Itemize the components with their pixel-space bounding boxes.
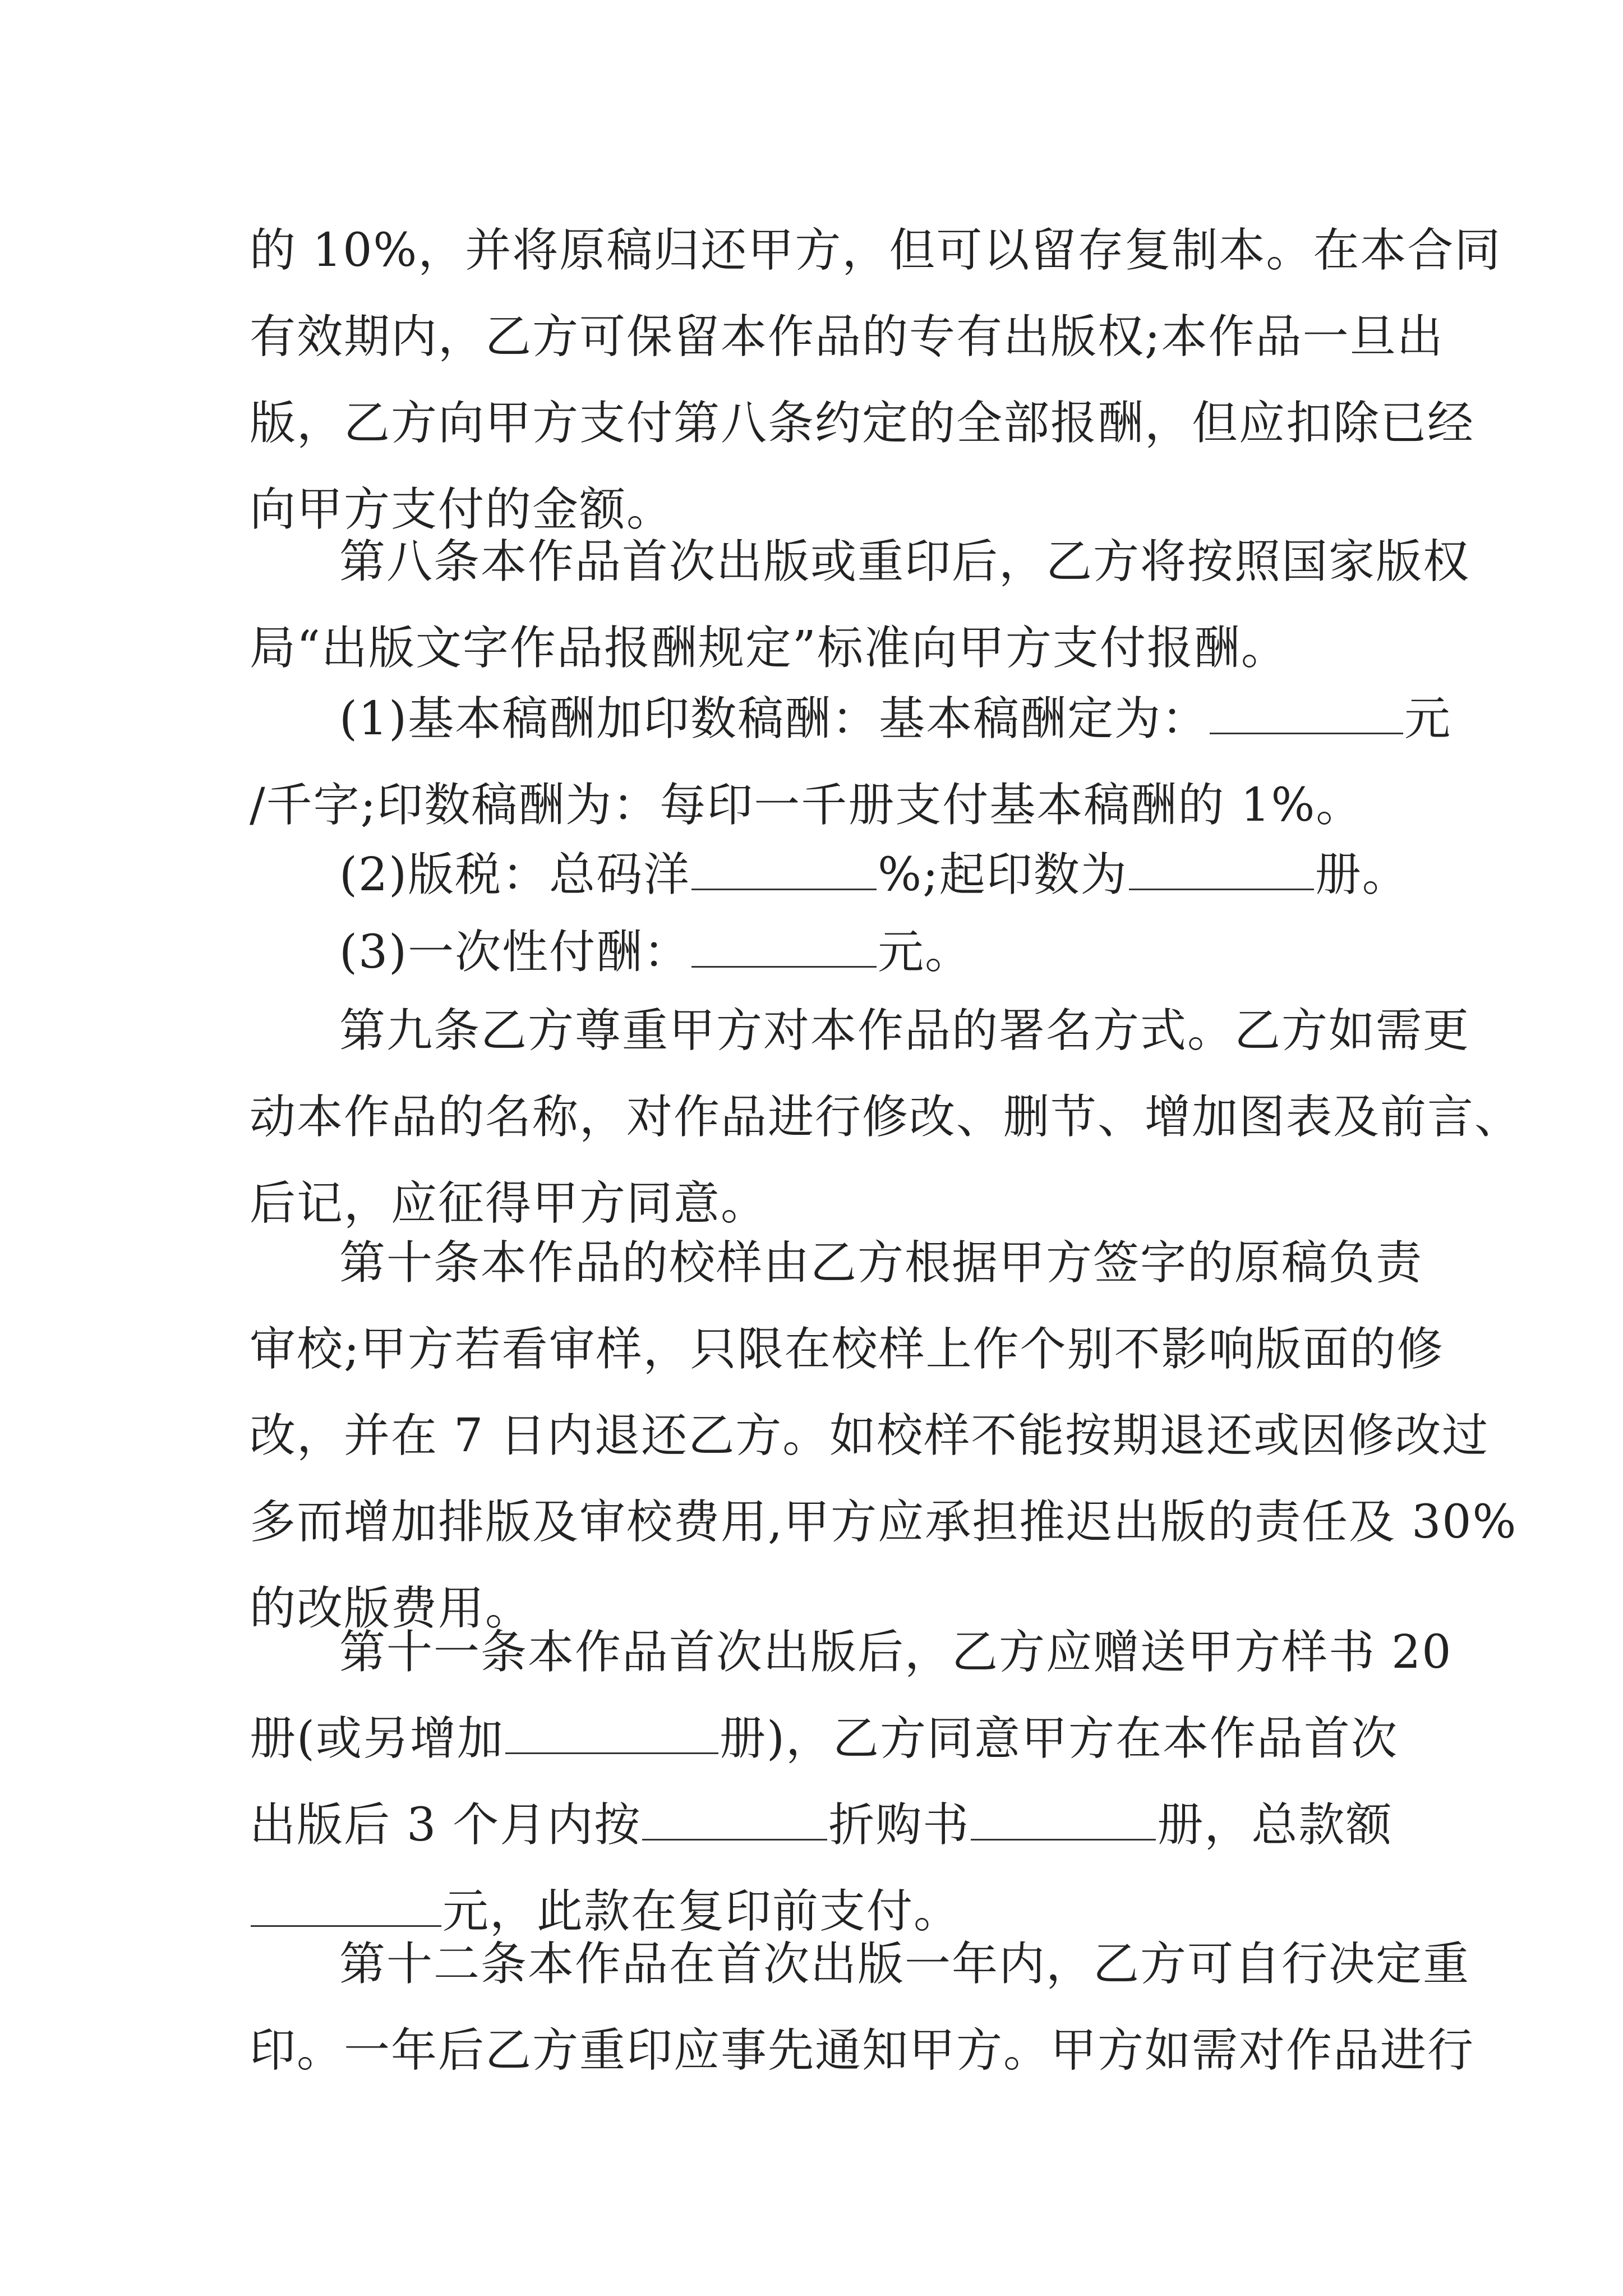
- text-line: /千字;印数稿酬为：每印一千册支付基本稿酬的 1%。: [250, 779, 1363, 832]
- paragraph-article-9: [250, 988, 1522, 1247]
- text-line: 印。一年后乙方重印应事先通知甲方。甲方如需对作品进行: [250, 2024, 1475, 2077]
- total-amount-blank: [251, 1881, 441, 1927]
- article-11-part: 元，此款在复印前支付。: [442, 1885, 961, 1938]
- print-run-blank: [1129, 845, 1314, 890]
- text-line: [250, 676, 1452, 762]
- article-11-part: 册(或另增加: [250, 1712, 504, 1765]
- text-line: 审校;甲方若看审样，只限在校样上作个别不影响版面的修: [250, 1323, 1444, 1376]
- item-2-mid: %;起印数为: [878, 848, 1128, 901]
- paragraph-item-1-basic-royalty: [250, 676, 1452, 849]
- total-price-blank: [691, 845, 877, 890]
- paragraph-article-8: [250, 519, 1470, 692]
- paragraph-article-12: [250, 1921, 1475, 2094]
- text-line: [250, 1782, 1393, 1869]
- text-line: 第九条乙方尊重甲方对本作品的署名方式。乙方如需更: [339, 1004, 1470, 1057]
- text-line: [250, 909, 1382, 996]
- basic-royalty-blank: [1210, 689, 1403, 734]
- text-line: 局“出版文字作品报酬规定”标准向甲方支付报酬。: [250, 622, 1288, 675]
- paragraph-item-3-lump-sum: [250, 909, 1382, 996]
- item-3-label: (3)一次性付酬：: [339, 926, 691, 979]
- text-line: 多而增加排版及审校费用,甲方应承担推迟出版的责任及 30%: [250, 1496, 1518, 1549]
- paragraph-article-7-continued: [250, 208, 1502, 553]
- text-line: 第十一条本作品首次出版后，乙方应赠送甲方样书 20: [339, 1626, 1453, 1679]
- text-line: 第十二条本作品在首次出版一年内，乙方可自行决定重: [339, 1938, 1470, 1991]
- text-line: 向甲方支付的金额。: [250, 483, 674, 536]
- article-11-part: 出版后 3 个月内按: [250, 1798, 642, 1852]
- lump-sum-blank: [691, 922, 877, 968]
- text-line: 动本作品的名称，对作品进行修改、删节、增加图表及前言、: [250, 1091, 1522, 1144]
- text-line: 第八条本作品首次出版或重印后，乙方将按照国家版权: [339, 535, 1470, 588]
- text-line: 的 10%，并将原稿归还甲方，但可以留存复制本。在本合同: [250, 224, 1502, 277]
- article-11-part: 折购书: [828, 1798, 970, 1852]
- text-line: 的改版费用。: [250, 1582, 533, 1635]
- article-11-part: 册，总款额: [1157, 1798, 1393, 1852]
- text-line: [250, 1696, 1398, 1782]
- text-line: 有效期内，乙方可保留本作品的专有出版权;本作品一旦出: [250, 310, 1444, 364]
- paragraph-item-2-royalty-rate: [250, 832, 1409, 918]
- item-3-unit: 元。: [878, 926, 972, 979]
- text-line: [250, 832, 1409, 918]
- item-1-unit: 元: [1404, 692, 1452, 746]
- extra-copies-blank: [505, 1709, 718, 1754]
- text-line: 后记，应征得甲方同意。: [250, 1177, 768, 1230]
- text-line: 第十条本作品的校样由乙方根据甲方签字的原稿负责: [339, 1236, 1423, 1290]
- item-2-unit: 册。: [1315, 848, 1409, 901]
- paragraph-article-10: [250, 1220, 1518, 1652]
- purchase-copies-blank: [971, 1795, 1156, 1841]
- paragraph-article-11: [250, 1609, 1453, 1955]
- discount-blank: [642, 1795, 827, 1841]
- item-1-label: (1)基本稿酬加印数稿酬：基本稿酬定为：: [339, 692, 1209, 746]
- item-2-label: (2)版税：总码洋: [339, 848, 691, 901]
- text-line: 改，并在 7 日内退还乙方。如校样不能按期退还或因修改过: [250, 1409, 1490, 1462]
- article-11-part: 册)，乙方同意甲方在本作品首次: [720, 1712, 1398, 1765]
- text-line: 版，乙方向甲方支付第八条约定的全部报酬，但应扣除已经: [250, 397, 1475, 450]
